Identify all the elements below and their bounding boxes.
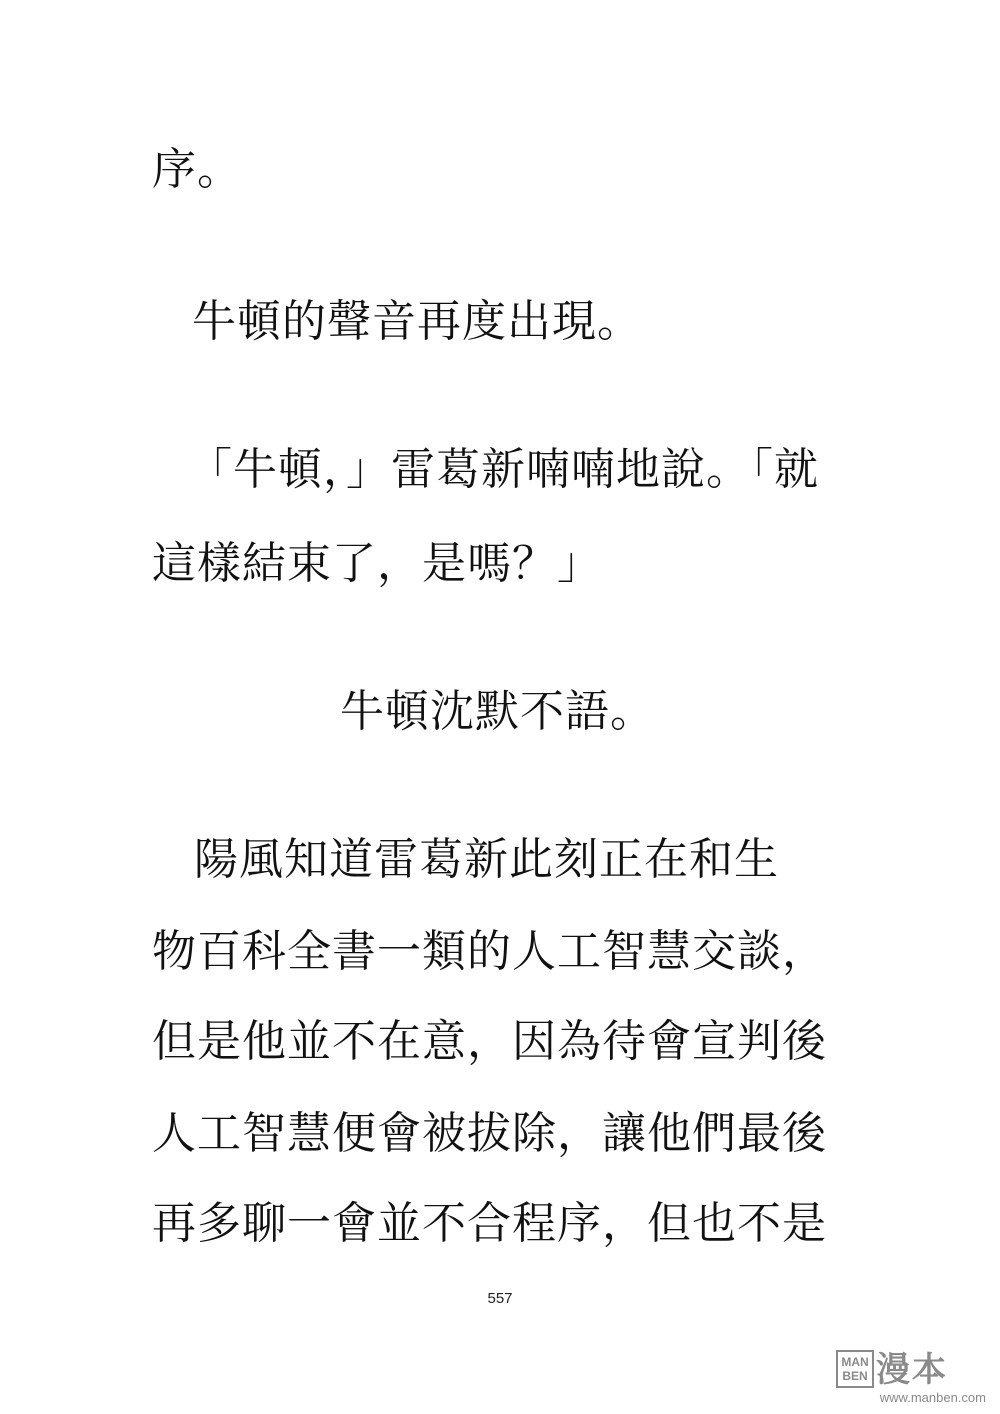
watermark-logo-top: MAN	[841, 1355, 869, 1369]
watermark-logo-bottom: BEN	[842, 1369, 868, 1383]
text-line-8: 但是他並不在意，因為待會宣判後	[152, 1016, 827, 1067]
text-line-4: 這樣結束了，是嗎？」	[152, 538, 602, 589]
watermark-brand: 漫本	[876, 1350, 948, 1390]
text-line-9: 人工智慧便會被拔除，讓他們最後	[152, 1108, 827, 1159]
text-line-7: 物百科全書一類的人工智慧交談，	[152, 926, 827, 977]
watermark-url: www.manben.com	[879, 1390, 986, 1405]
text-line-1: 序。	[152, 144, 242, 195]
text-line-10: 再多聊一會並不合程序，但也不是	[152, 1198, 827, 1249]
page-number: 557	[487, 1290, 513, 1307]
text-line-2: 牛頓的聲音再度出現。	[192, 296, 642, 347]
watermark	[836, 1350, 986, 1406]
text-line-5: 牛頓沈默不語。	[340, 686, 655, 737]
watermark-logo-icon	[836, 1350, 874, 1388]
text-line-6: 陽風知道雷葛新此刻正在和生	[194, 834, 779, 885]
text-line-3: 「牛頓，」雷葛新喃喃地說。「就	[188, 444, 819, 495]
